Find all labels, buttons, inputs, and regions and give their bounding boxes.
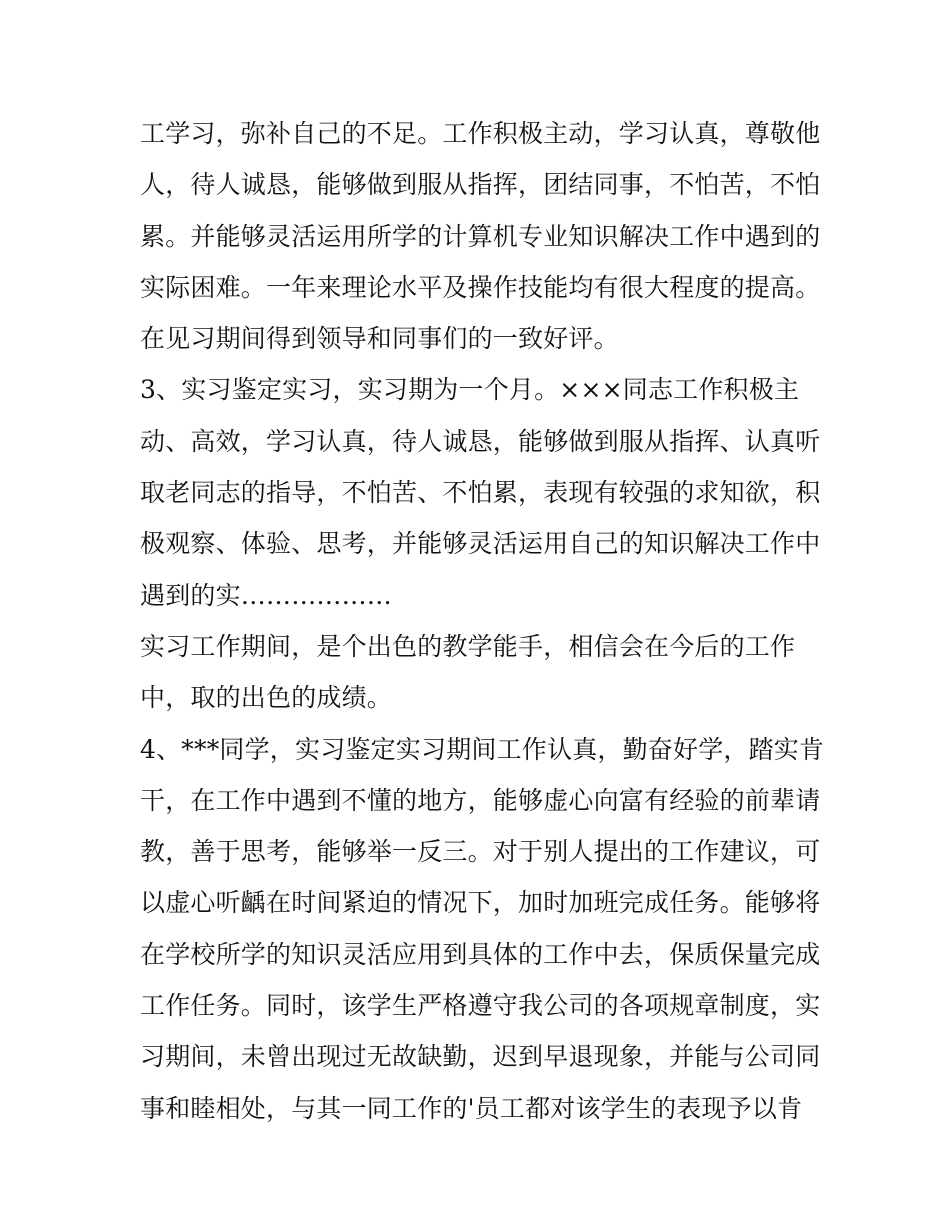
text-line: 教，善于思考，能够举一反三。对于别人提出的工作建议，可 — [140, 837, 821, 867]
text-line: 极观察、体验、思考，并能够灵活运用自己的知识解决工作中 — [140, 529, 821, 559]
text-line: 实际困难。一年来理论水平及操作技能均有很大程度的提高。 — [140, 272, 821, 302]
text-line: 在学校所学的知识灵活应用到具体的工作中去，保质保量完成 — [140, 939, 821, 969]
text-line: 在见习期间得到领导和同事们的一致好评。 — [140, 324, 619, 354]
text-line: 干，在工作中遇到不懂的地方，能够虚心向富有经验的前辈请 — [140, 785, 821, 815]
text-line: 遇到的实……………… — [140, 580, 393, 610]
text-line: 工学习，弥补自己的不足。工作积极主动，学习认真，尊敬他 — [140, 119, 821, 148]
text-line: 动、高效，学习认真，待人诚恳，能够做到服从指挥、认真听 — [140, 426, 821, 456]
text-line: 人，待人诚恳，能够做到服从指挥，团结同事，不怕苦，不怕 — [140, 170, 821, 200]
text-line: 工作任务。同时，该学生严格遵守我公司的各项规章制度，实 — [140, 991, 821, 1021]
text-line: 取老同志的指导，不怕苦、不怕累，表现有较强的求知欲，积 — [140, 478, 821, 508]
text-line: 以虚心听齲在时间紧迫的情况下，加时加班完成任务。能够将 — [140, 888, 821, 918]
text-line: 累。并能够灵活运用所学的计算机专业知识解决工作中遇到的 — [140, 221, 821, 251]
text-line: 3、实习鉴定实习，实习期为一个月。×××同志工作积极主 — [140, 375, 800, 405]
text-line: 实习工作期间，是个出色的教学能手，相信会在今后的工作 — [140, 631, 796, 661]
text-line: 4、***同学，实习鉴定实习期间工作认真，勤奋好学，踏实肯 — [140, 734, 825, 764]
document-body — [140, 108, 825, 1134]
text-line: 习期间，未曾出现过无故缺勤，迟到早退现象，并能与公司同 — [140, 1042, 821, 1072]
text-line: 事和睦相处，与其一同工作的'员工都对该学生的表现予以肯 — [140, 1093, 803, 1123]
text-line: 中，取的出色的成绩。 — [140, 683, 393, 713]
